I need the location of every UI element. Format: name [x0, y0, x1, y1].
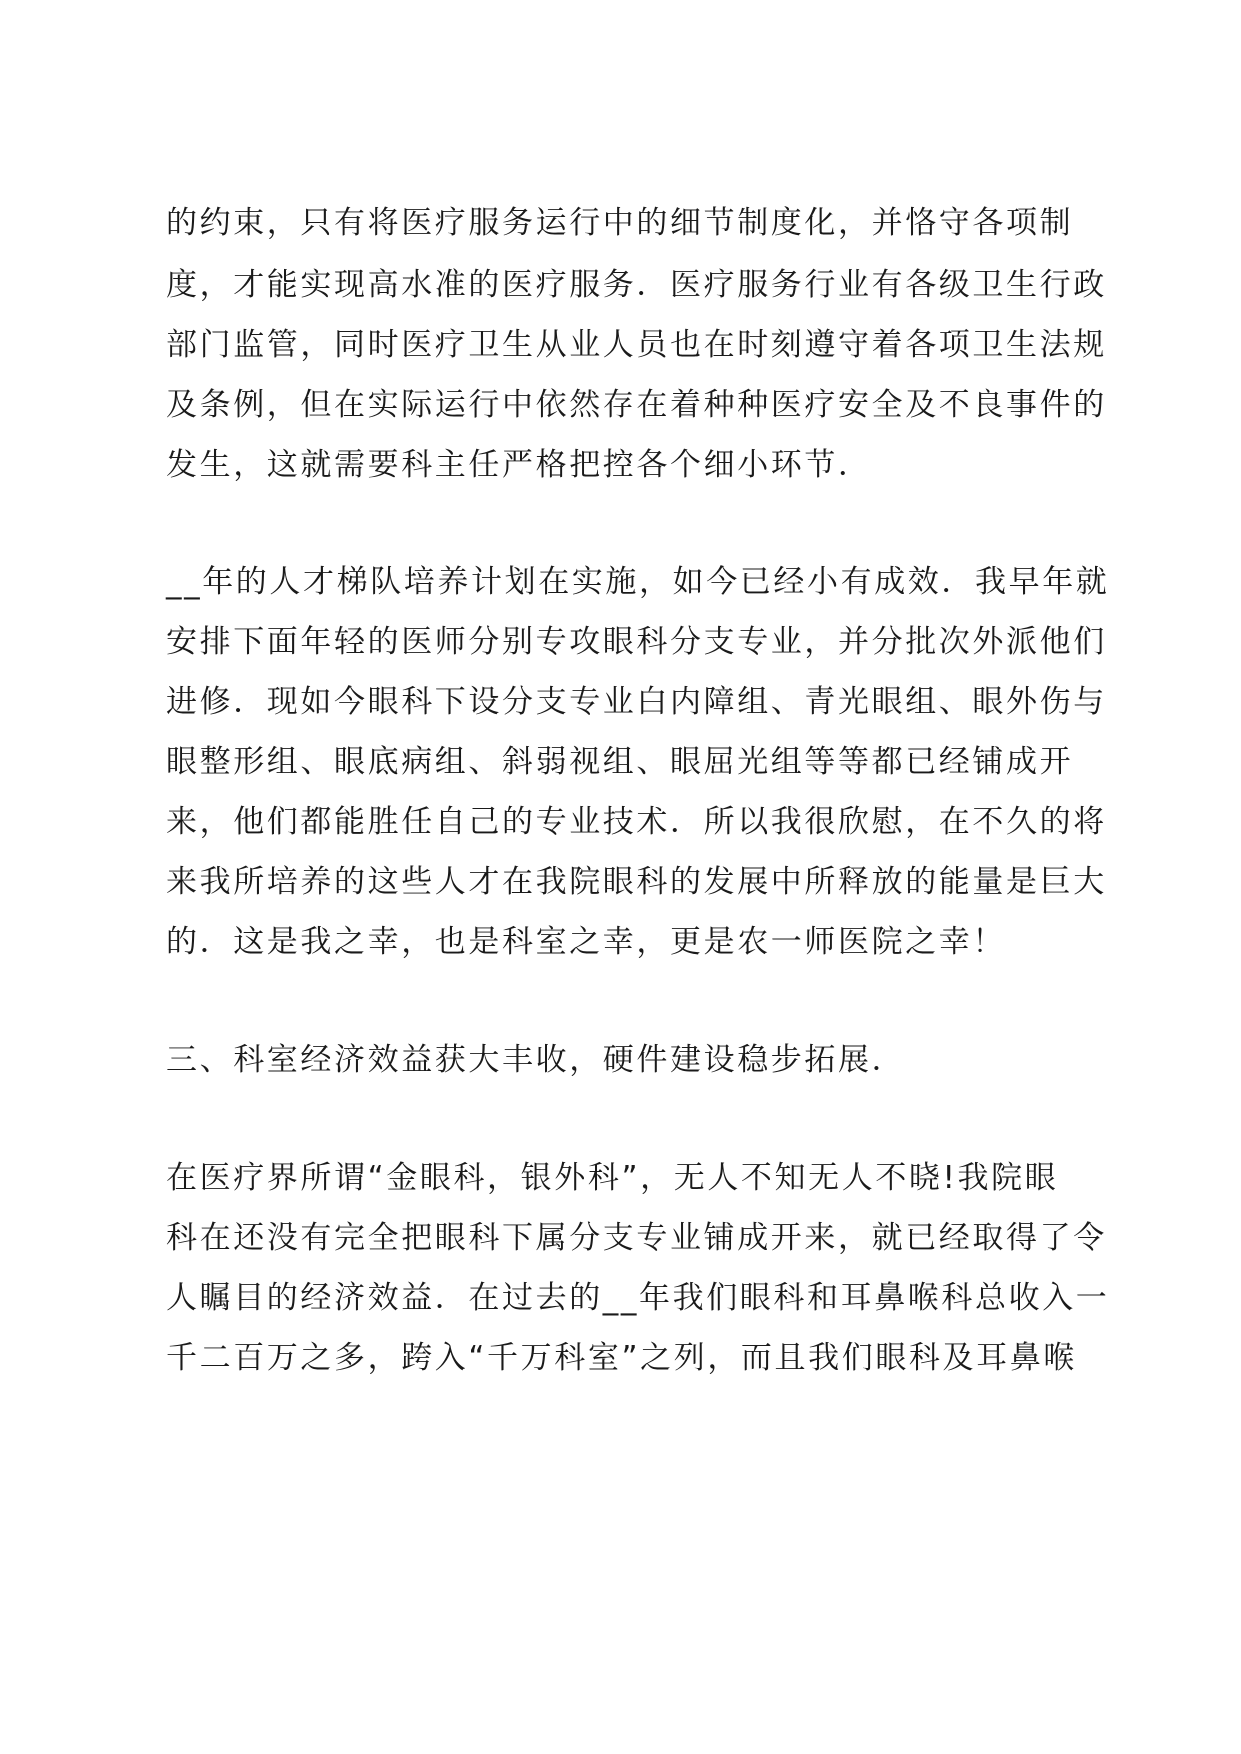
paragraph-2-line-5: 来，他们都能胜任自己的专业技术．所以我很欣慰，在不久的将 — [166, 804, 1107, 840]
paragraph-2-line-1: __年的人才梯队培养计划在实施，如今已经小有成效．我早年就 — [166, 564, 1110, 600]
paragraph-3-line-2: 科在还没有完全把眼科下属分支专业铺成开来，就已经取得了令 — [166, 1220, 1107, 1256]
paragraph-3-line-1: 在医疗界所谓“金眼科，银外科”，无人不知无人不晓!我院眼 — [166, 1160, 1059, 1196]
paragraph-2-line-6: 来我所培养的这些人才在我院眼科的发展中所释放的能量是巨大 — [166, 864, 1107, 900]
paragraph-2-line-2: 安排下面年轻的医师分别专攻眼科分支专业，并分批次外派他们 — [166, 624, 1107, 660]
paragraph-3-line-3: 人瞩目的经济效益．在过去的__年我们眼科和耳鼻喉科总收入一 — [166, 1280, 1110, 1316]
paragraph-1-line-2: 度，才能实现高水准的医疗服务．医疗服务行业有各级卫生行政 — [166, 267, 1107, 303]
paragraph-1-line-4: 及条例，但在实际运行中依然存在着种种医疗安全及不良事件的 — [166, 387, 1107, 423]
paragraph-1-line-5: 发生，这就需要科主任严格把控各个细小环节． — [166, 447, 872, 483]
paragraph-2-line-4: 眼整形组、眼底病组、斜弱视组、眼屈光组等等都已经铺成开 — [166, 744, 1074, 780]
paragraph-2-line-3: 进修．现如今眼科下设分支专业白内障组、青光眼组、眼外伤与 — [166, 684, 1107, 720]
paragraph-1-line-3: 部门监管，同时医疗卫生从业人员也在时刻遵守着各项卫生法规 — [166, 327, 1107, 363]
section-heading: 三、科室经济效益获大丰收，硬件建设稳步拓展． — [166, 1042, 906, 1078]
paragraph-1-line-1: 的约束，只有将医疗服务运行中的细节制度化，并恪守各项制 — [166, 205, 1074, 241]
paragraph-3-line-4: 千二百万之多，跨入“千万科室”之列，而且我们眼科及耳鼻喉 — [166, 1340, 1077, 1376]
paragraph-2-line-7: 的．这是我之幸，也是科室之幸，更是农一师医院之幸！ — [166, 924, 1006, 960]
